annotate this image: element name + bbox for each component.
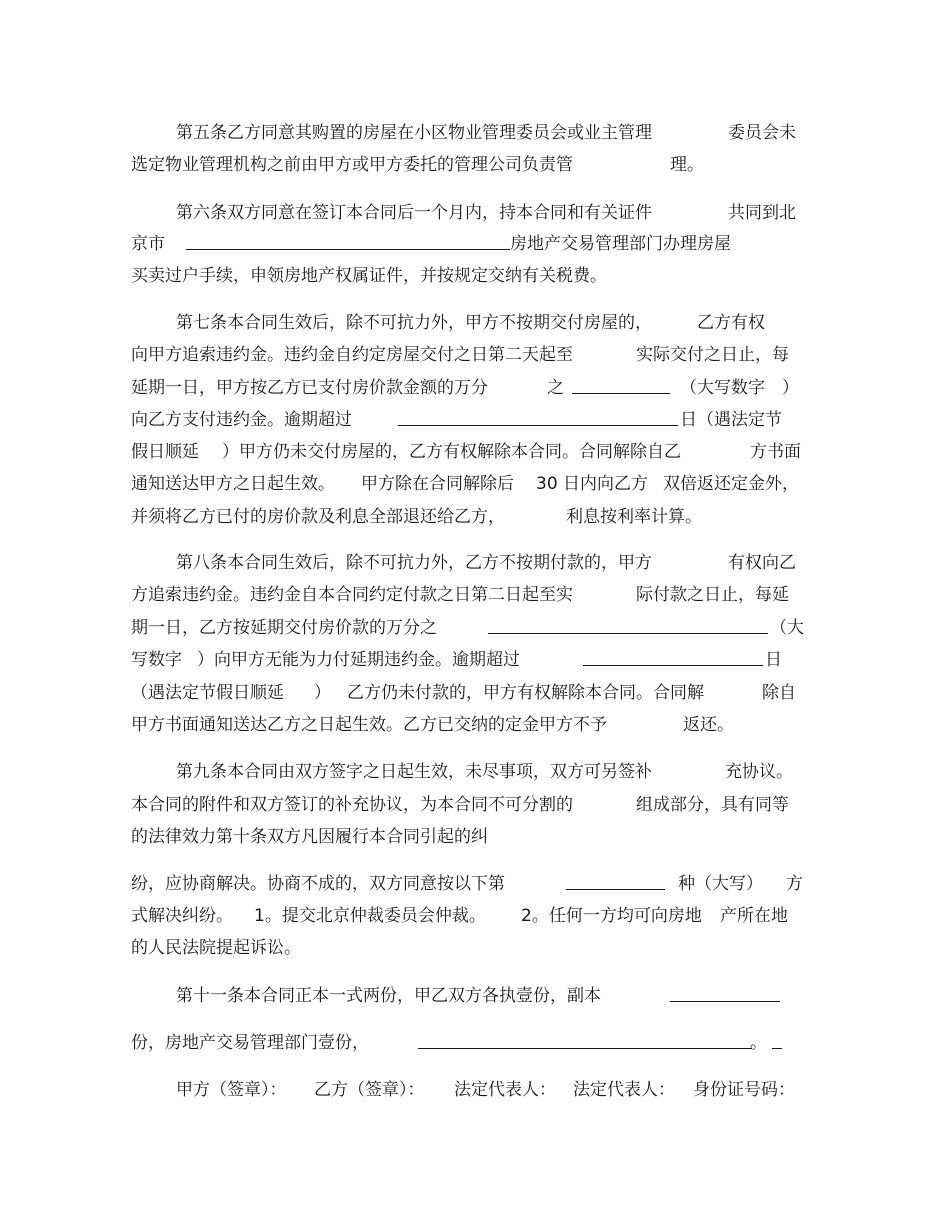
art9-line-2a bbox=[131, 793, 573, 817]
art9-text-2b: 组成部分，具有同等 bbox=[636, 795, 789, 815]
art8-text-5b: ） bbox=[314, 683, 331, 703]
art8-text-2b: 际付款之日止，每延 bbox=[636, 585, 789, 605]
art7-text-5c: 方书面 bbox=[750, 442, 801, 462]
art11-text-1: 第十一条本合同正本一式两份，甲乙双方各执壹份，副本 bbox=[176, 986, 601, 1006]
fill-in-blank[interactable] bbox=[488, 616, 768, 634]
art7-text-2a: 向甲方追索违约金。违约金自约定房屋交付之日第二天起至 bbox=[131, 345, 573, 365]
art11-line-2b bbox=[750, 1031, 767, 1055]
art10-line-1a bbox=[131, 872, 505, 896]
art11-line-1 bbox=[176, 984, 601, 1008]
art6-line-3 bbox=[131, 264, 607, 288]
art8-blank-2[interactable] bbox=[583, 648, 763, 672]
sig-rep-a bbox=[454, 1078, 556, 1102]
art6-text-1a: 第六条双方同意在签订本合同后一个月内，持本合同和有关证件 bbox=[176, 203, 652, 223]
art8-line-2b bbox=[636, 583, 789, 607]
art7-line-4b bbox=[680, 408, 782, 432]
art10-line-3 bbox=[131, 936, 301, 960]
art10-line-1c bbox=[786, 872, 803, 896]
art11-blank-3[interactable] bbox=[772, 1031, 782, 1055]
fill-in-blank[interactable] bbox=[572, 376, 670, 394]
art7-text-6a: 通知送达甲方之日起生效。 bbox=[131, 474, 335, 494]
art7-text-4b: 日（遇法定节 bbox=[680, 410, 782, 430]
art6-text-2a: 京市 bbox=[131, 234, 165, 254]
art10-text-2b: 1。提交北京仲裁委员会仲裁。 bbox=[254, 906, 486, 926]
art7-line-5a bbox=[131, 440, 199, 464]
art10-text-2d: 产所在地 bbox=[720, 906, 788, 926]
art10-line-2c bbox=[521, 904, 702, 928]
art10-text-1a: 纷，应协商解决。协商不成的，双方同意按以下第 bbox=[131, 874, 505, 894]
art9-text-3: 的法律效力第十条双方凡因履行本合同引起的纠 bbox=[131, 827, 488, 847]
fill-in-blank[interactable] bbox=[583, 648, 763, 666]
art8-text-4c: 日 bbox=[765, 650, 782, 670]
art7-line-6a bbox=[131, 472, 335, 496]
art8-text-5c: 乙方仍未付款的，甲方有权解除本合同。合同解 bbox=[347, 683, 704, 703]
art7-text-6c: 30 日内向乙方 bbox=[536, 474, 649, 494]
art5-line-1b bbox=[728, 121, 796, 145]
art7-text-1b: 乙方有权 bbox=[697, 313, 765, 333]
art8-line-5c bbox=[347, 681, 704, 705]
art7-line-6c bbox=[536, 472, 648, 496]
art8-line-6b bbox=[683, 713, 734, 737]
art5-text-1a: 第五条乙方同意其购置的房屋在小区物业管理委员会或业主管理 bbox=[176, 123, 652, 143]
art7-line-5c bbox=[750, 440, 801, 464]
art8-line-4c bbox=[765, 648, 782, 672]
art7-line-7b bbox=[566, 505, 702, 529]
art6-line-1a bbox=[176, 201, 652, 225]
sig-party-a bbox=[176, 1078, 287, 1102]
fill-in-blank[interactable] bbox=[772, 1031, 782, 1049]
art9-text-1b: 充协议。 bbox=[725, 762, 793, 782]
art10-line-2a bbox=[131, 904, 233, 928]
fill-in-blank[interactable] bbox=[418, 1031, 752, 1049]
art7-text-3d: ） bbox=[782, 378, 799, 398]
art7-line-3d bbox=[782, 376, 799, 400]
art11-blank-2[interactable] bbox=[418, 1031, 752, 1055]
art7-line-3a bbox=[131, 376, 488, 400]
art8-line-3b bbox=[770, 616, 804, 640]
art10-text-1b: 种（大写） bbox=[678, 874, 763, 894]
art5-text-1b: 委员会未 bbox=[728, 123, 796, 143]
sig-party-b bbox=[314, 1078, 425, 1102]
sig-party-b-label: 乙方（签章）： bbox=[314, 1080, 425, 1100]
art6-blank-1[interactable] bbox=[186, 232, 510, 256]
art11-blank-1[interactable] bbox=[670, 984, 780, 1008]
art10-text-3: 的人民法院提起诉讼。 bbox=[131, 938, 301, 958]
art8-line-5d bbox=[762, 681, 796, 705]
art6-text-2b: 房地产交易管理部门办理房屋 bbox=[510, 234, 731, 254]
art8-line-4a bbox=[131, 648, 182, 672]
art7-text-5a: 假日顺延 bbox=[131, 442, 199, 462]
art10-text-2c: 2。任何一方均可向房地 bbox=[521, 906, 702, 926]
art7-line-1b bbox=[697, 311, 765, 335]
art10-line-1b bbox=[678, 872, 763, 896]
art7-text-6d: 双倍返还定金外， bbox=[663, 474, 799, 494]
art8-text-1a: 第八条本合同生效后，除不可抗力外，乙方不按期付款的，甲方 bbox=[176, 553, 652, 573]
art10-line-2b bbox=[254, 904, 486, 928]
sig-party-a-label: 甲方（签章）： bbox=[176, 1080, 287, 1100]
sig-rep-b bbox=[573, 1078, 675, 1102]
art7-text-4a: 向乙方支付违约金。逾期超过 bbox=[131, 410, 352, 430]
art5-line-2b bbox=[670, 153, 704, 177]
art7-text-7b: 利息按利率计算。 bbox=[566, 507, 702, 527]
art5-line-1a bbox=[176, 121, 652, 145]
art10-text-1c: 方 bbox=[786, 874, 803, 894]
art8-line-4b bbox=[197, 648, 520, 672]
art6-text-3: 买卖过户手续，申领房地产权属证件，并按规定交纳有关税费。 bbox=[131, 266, 607, 286]
art7-text-3b: 之 bbox=[547, 378, 564, 398]
art7-line-6d bbox=[663, 472, 799, 496]
art8-line-3a bbox=[131, 616, 437, 640]
art9-line-3 bbox=[131, 825, 488, 849]
art8-text-5a: （遇法定节假日顺延 bbox=[131, 683, 284, 703]
art8-text-6b: 返还。 bbox=[683, 715, 734, 735]
art7-line-5b bbox=[222, 440, 681, 464]
art7-line-3b bbox=[547, 376, 564, 400]
art8-text-1b: 有权向乙 bbox=[728, 553, 796, 573]
fill-in-blank[interactable] bbox=[566, 872, 665, 890]
art6-line-1b bbox=[728, 201, 796, 225]
art7-text-7a: 并须将乙方已付的房价款及利息全部退还给乙方， bbox=[131, 507, 505, 527]
art6-line-2b bbox=[510, 232, 731, 256]
art7-blank-1[interactable] bbox=[572, 376, 670, 400]
art7-text-6b: 甲方除在合同解除后 bbox=[361, 474, 514, 494]
art8-text-4b: ）向甲方无能为力付延期违约金。逾期超过 bbox=[197, 650, 520, 670]
art7-blank-2[interactable] bbox=[398, 408, 678, 432]
art8-line-5a bbox=[131, 681, 284, 705]
art8-line-6a bbox=[131, 713, 607, 737]
sig-rep-a-label: 法定代表人： bbox=[454, 1080, 556, 1100]
art8-text-5d: 除自 bbox=[762, 683, 796, 703]
art5-text-2b: 理。 bbox=[670, 155, 704, 175]
art7-text-5b: ）甲方仍未交付房屋的，乙方有权解除本合同。合同解除自乙 bbox=[222, 442, 681, 462]
art8-line-5b bbox=[314, 681, 331, 705]
art7-line-2b bbox=[636, 343, 789, 367]
art7-text-2b: 实际交付之日止，每 bbox=[636, 345, 789, 365]
art8-text-6a: 甲方书面通知送达乙方之日起生效。乙方已交纳的定金甲方不予 bbox=[131, 715, 607, 735]
art7-line-7a bbox=[131, 505, 505, 529]
art11-text-2b: 。 bbox=[750, 1033, 767, 1053]
art9-line-1b bbox=[725, 760, 793, 784]
art8-line-2a bbox=[131, 583, 573, 607]
art10-line-2d bbox=[720, 904, 788, 928]
art8-text-4a: 写数字 bbox=[131, 650, 182, 670]
art9-line-1a bbox=[176, 760, 652, 784]
art8-text-3b: （大 bbox=[770, 618, 804, 638]
art8-line-1a bbox=[176, 551, 652, 575]
art10-text-2a: 式解决纠纷。 bbox=[131, 906, 233, 926]
art5-text-2a: 选定物业管理机构之前由甲方或甲方委托的管理公司负责管 bbox=[131, 155, 573, 175]
art8-text-3a: 期一日，乙方按延期交付房价款的万分之 bbox=[131, 618, 437, 638]
art5-line-2a bbox=[131, 153, 573, 177]
art7-line-1a bbox=[176, 311, 652, 335]
sig-rep-b-label: 法定代表人： bbox=[573, 1080, 675, 1100]
art8-text-2a: 方追索违约金。违约金自本合同约定付款之日第二日起至实 bbox=[131, 585, 573, 605]
fill-in-blank[interactable] bbox=[670, 984, 780, 1002]
art6-text-1b: 共同到北 bbox=[728, 203, 796, 223]
art8-line-1b bbox=[728, 551, 796, 575]
art6-line-2a bbox=[131, 232, 165, 256]
art7-text-1a: 第七条本合同生效后，除不可抗力外，甲方不按期交付房屋的， bbox=[176, 313, 652, 333]
art7-text-3a: 延期一日，甲方按乙方已支付房价款金额的万分 bbox=[131, 378, 488, 398]
art11-line-2a bbox=[131, 1031, 369, 1055]
art10-blank-1[interactable] bbox=[566, 872, 665, 896]
art9-line-2b bbox=[636, 793, 789, 817]
sig-id-no-label: 身份证号码： bbox=[693, 1080, 795, 1100]
art11-text-2a: 份，房地产交易管理部门壹份， bbox=[131, 1033, 369, 1053]
art7-line-6b bbox=[361, 472, 514, 496]
art9-text-1a: 第九条本合同由双方签字之日起生效，未尽事项，双方可另签补 bbox=[176, 762, 652, 782]
art7-line-3c bbox=[680, 376, 765, 400]
fill-in-blank[interactable] bbox=[186, 232, 510, 250]
art7-text-3c: （大写数字 bbox=[680, 378, 765, 398]
art7-line-2a bbox=[131, 343, 573, 367]
art7-line-4a bbox=[131, 408, 352, 432]
sig-id-no bbox=[693, 1078, 795, 1102]
art9-text-2a: 本合同的附件和双方签订的补充协议，为本合同不可分割的 bbox=[131, 795, 573, 815]
fill-in-blank[interactable] bbox=[398, 408, 678, 426]
art8-blank-1[interactable] bbox=[488, 616, 768, 640]
